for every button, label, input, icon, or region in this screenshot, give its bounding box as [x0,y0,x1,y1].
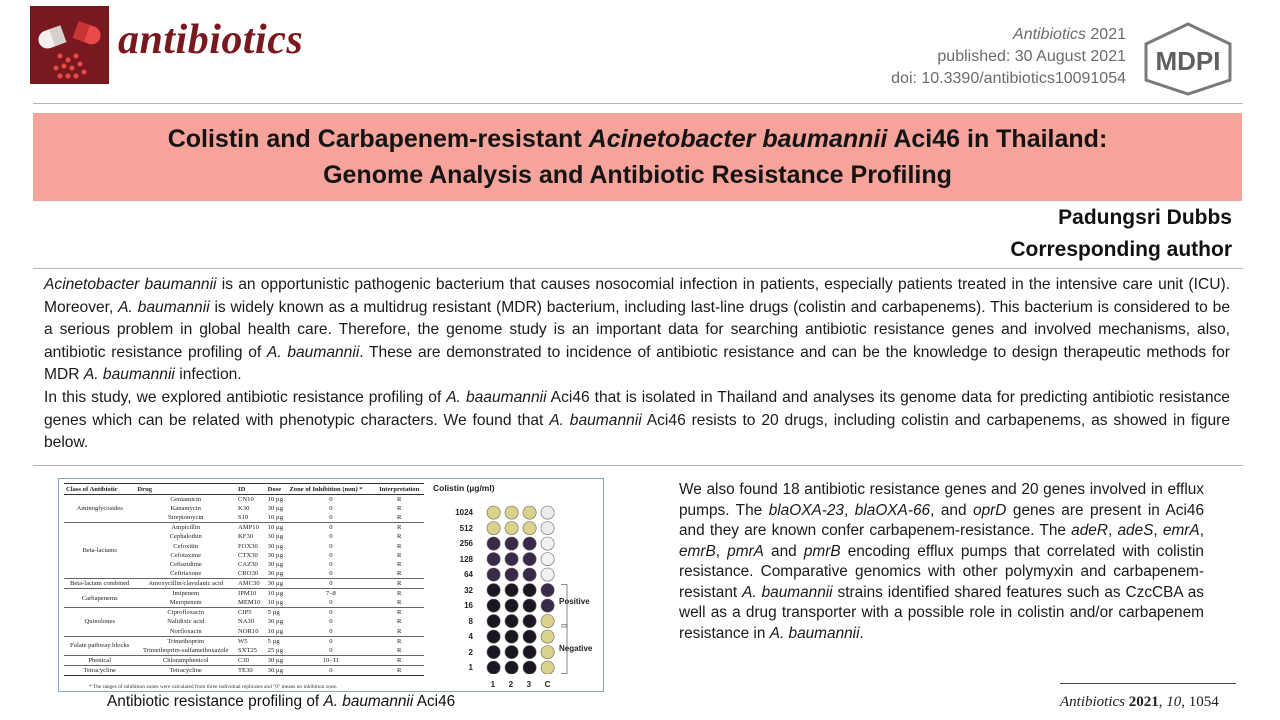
table-header-cell: Interpretation [374,484,424,495]
footer-divider [1060,683,1236,684]
table-cell: R [396,533,402,541]
results-span-text: and [763,542,804,560]
antibiotic-class-cell: Aminoglycosides [76,505,123,513]
table-cell: 0 [329,627,333,635]
author-block [1010,202,1232,266]
abstract-span-text: is an opportunistic pathogenic bacterium that causes nosocomial infection in patients, especially patients treated in the intensive care unit (ICU). Moreover, [44,276,1230,316]
table-row [64,523,424,533]
table-cell: R [396,514,402,522]
table-cell: R [374,579,424,589]
author-role: Corresponding author [1010,238,1232,261]
results-span-text: , [1153,522,1163,539]
table-cell: 0 [287,523,374,533]
table-row [64,636,424,646]
plate-well [541,553,554,566]
table-cell: Amoxycillin/clavulanic acid [135,579,236,589]
plate-well [505,568,518,581]
plate-well [487,506,500,519]
concentration-label: 32 [464,585,473,595]
journal-label: Antibiotics [1013,26,1086,43]
journal-year: 2021 [1090,26,1126,43]
table-cell: 0 [329,533,333,541]
published-date: published: 30 August 2021 [937,48,1126,65]
results-span-text: strains identified shared features such as CzcCBA as well as a drug transporter with a possible role in colistin and/or carbapenem resistance in [679,583,1204,642]
plate-well [523,599,536,612]
author-divider [33,268,1243,269]
plate-well [487,568,500,581]
plate-well [523,506,536,519]
table-row [64,579,424,589]
results-span-italic: adeR [1071,522,1108,539]
table-header-cell: ID [236,484,266,495]
results-span-italic: adeS [1117,522,1154,539]
table-cell: 0 [329,505,333,513]
table-cell: R [396,496,402,503]
colistin-plate [479,499,609,674]
table-cell: CTX30 [238,551,258,559]
results-span-italic: blaOXA-23 [768,501,844,519]
table-cell: R [396,542,402,550]
plate-well [487,553,500,566]
table-cell: K30 [238,505,250,513]
table-cell: 10 µg [266,589,288,599]
plate-well [541,615,554,628]
table-cell: FOX30 [238,542,258,550]
plate-well [523,568,536,581]
figure-panel [58,478,604,692]
table-cell: Cefoxitin [173,542,199,550]
table-cell: 30 µg [266,655,288,665]
concentration-label: 1024 [455,508,473,517]
table-cell: R [396,505,402,513]
plate-well [541,506,554,519]
table-cell: Trimethoprim-sulfamethoxazole [142,646,229,654]
results-span-text: , and [930,501,974,519]
results-span-italic: A. baumannii [742,583,833,601]
results-span-italic: pmrA [727,542,764,560]
table-cell: Ampicillin [135,523,236,533]
abstract-span-italic: A. baumannii [549,411,642,429]
table-cell: Ciprofloxacin [135,608,236,618]
plate-well [541,537,554,550]
concentration-label: 4 [468,632,473,641]
title-line-1: Colistin and Carbapenem-resistant Acinetobacter baumannii Aci46 in Thailand: [167,125,1108,153]
concentration-label: 2 [468,647,473,657]
results-paragraph [679,480,1204,644]
table-cell: 0 [287,665,374,675]
plate-well [505,646,518,659]
table-cell: 30 µg [267,618,283,626]
table-cell: NOR10 [238,627,259,635]
table-cell: S10 [238,514,249,522]
table-cell: SXT25 [238,646,258,654]
abstract-span-text: is widely known as a multidrug resistant (MDR) bacterium, including last-line drugs (colistin and carbapenems). This bacterium is considered to be a serious problem in global health care. Therefore, the genome study is an important data for searching antibiotic resistance genes and involved mechanisms, also, antibiotic resistance profiling of [44,298,1230,361]
journal-name: antibiotics [118,17,304,63]
abstract-span-italic: A. baumannii [83,366,175,384]
table-cell: 0 [329,561,333,569]
results-span-italic: pmrB [803,542,841,560]
plate-well [523,615,536,628]
plate-well [523,522,536,535]
table-cell: 0 [329,496,333,503]
plate-well [523,537,536,550]
table-cell: 30 µg [267,561,283,569]
negative-label: Negative [559,644,593,653]
table-cell: CAZ30 [238,561,258,569]
abstract-span-italic: Acinetobacter baumannii [44,276,217,293]
table-cell: CN10 [238,496,254,503]
table-cell: R [396,599,402,607]
plate-well [487,537,500,550]
results-span-text: We also found 18 antibiotic resistance genes and 20 genes involved in efflux pumps. The [679,481,1204,519]
table-cell: R [374,665,424,675]
plate-well [505,553,518,566]
table-cell: Norfloxacin [169,627,202,635]
table-cell: KF30 [238,533,254,541]
table-cell: R [374,523,424,533]
table-cell: Nalidixic acid [167,618,205,626]
table-cell: 30 µg [266,665,288,675]
table-header-cell: Drug [135,484,236,495]
antibiotic-class-cell: Quinolones [64,608,135,636]
plate-well [505,615,518,628]
plate-well [523,584,536,597]
results-span-italic: emrA [1162,522,1200,539]
abstract-span-text: Aci46 that is isolated in Thailand and analyses its genome data for predicting antibiotic resistance genes which can be related with phenotypic characters. We found that [44,388,1230,429]
plate-well [523,553,536,566]
plate-well [505,661,518,674]
table-header-cell: Dose [266,484,288,495]
table-header-row [64,484,424,495]
concentration-label: 512 [459,523,473,533]
table-cell: R [396,646,402,654]
table-cell: Streptomycin [167,514,204,522]
table-cell: R [374,589,424,599]
results-span-italic: blaOXA-66 [854,501,931,519]
table-cell: IPM10 [236,589,266,599]
table-row [64,495,424,505]
table-header-cell: Zone of Inhibition (mm) * [287,484,374,495]
table-cell: 0 [329,570,333,578]
positive-bracket [561,585,567,628]
plate-well [541,661,554,674]
table-cell: Ceftriaxone [170,570,202,578]
results-span-italic: A. baumannii [769,624,860,642]
table-cell: 0 [287,636,374,646]
table-row [64,589,424,599]
concentration-label: 256 [459,539,473,548]
table-cell: 25 µg [267,646,283,654]
table-cell: R [396,551,402,559]
results-span-text: , [844,501,855,519]
table-cell: 10 µg [266,523,288,533]
table-cell: Chloramphenicol [135,655,236,665]
table-cell: 0 [329,514,333,522]
table-cell: 0 [287,579,374,589]
concentration-label: 64 [464,570,473,579]
table-row [64,655,424,665]
plate-well [505,599,518,612]
table-cell: 10 µg [267,496,283,503]
plate-well [541,522,554,535]
plate-well [505,506,518,519]
journal-logo-icon [30,6,109,84]
table-cell: 5 µg [266,636,288,646]
plate-title: Colistin (µg/ml) [433,483,495,493]
results-span-text: genes are present in Aci46 and they are known confer carbapenem-resistance. The [679,501,1204,539]
table-cell: 10–11 [287,655,374,665]
table-cell: NA30 [238,618,255,626]
table-cell: 5 µg [266,608,288,618]
negative-bracket [561,625,567,674]
table-cell: 10 µg [267,599,283,607]
antibiotic-class-cell: Folate pathway blocks [64,636,135,655]
table-cell: 30 µg [267,551,283,559]
plate-well [487,661,500,674]
table-cell: 0 [329,618,333,626]
table-cell: C30 [236,655,266,665]
table-cell: 0 [329,542,333,550]
concentration-label: 16 [464,601,473,610]
plate-well [487,630,500,643]
table-cell: 0 [287,608,374,618]
table-cell: 30 µg [267,542,283,550]
results-span-text: , [1199,522,1204,539]
antibiotic-class-cell: Carbapenems [64,589,135,608]
plate-well [487,584,500,597]
table-cell: R [374,608,424,618]
abstract-span-italic: A. baaumannii [446,388,547,406]
plate-well [505,522,518,535]
plate-well [487,522,500,535]
plate-well [523,646,536,659]
title-band [33,113,1242,201]
plate-well [523,661,536,674]
table-cell: R [396,570,402,578]
concentration-label: 128 [459,554,473,564]
column-label: 1 [490,679,496,689]
abstract-span-text: In this study, we explored antibiotic resistance profiling of [44,388,447,406]
table-row [64,665,424,675]
table-cell: 30 µg [267,533,283,541]
table-cell: 7–8 [287,589,374,599]
table-cell: CIP5 [236,608,266,618]
antibiotic-class-cell: Phenical [64,655,135,665]
abstract-divider [33,465,1243,466]
publication-info [891,24,1126,90]
plate-well [487,599,500,612]
plate-well [541,568,554,581]
concentration-label: 1 [468,663,473,672]
table-cell: Gentamicin [170,496,202,503]
doi: doi: 10.3390/antibiotics10091054 [891,70,1126,87]
table-header-cell: Class of Antibiotic [64,484,135,495]
results-span-text: , [715,542,728,560]
table-cell: Trimethoprim [135,636,236,646]
table-cell: R [396,627,402,635]
table-cell: AMC30 [236,579,266,589]
column-label: C [544,679,551,689]
abstract-paragraph-2 [44,387,1230,455]
abstract [44,274,1230,455]
antibiotic-class-cell: Beta-lactam combined [64,579,135,589]
results-span-text: encoding efflux pumps that correlated with colistin resistance. Comparative genomics with other polymyxin and carbapenem-resistant [679,542,1204,601]
plate-well [523,630,536,643]
plate-well [541,646,554,659]
table-cell: 30 µg [266,579,288,589]
concentration-label: 8 [468,616,473,626]
citation: Antibiotics 2021, 10, 1054 [1060,694,1219,710]
positive-label: Positive [559,597,590,606]
table-cell: Kanamycin [170,505,201,513]
table-cell: Tetracycline [135,665,236,675]
table-cell: 30 µg [267,570,283,578]
table-cell: AMP10 [236,523,266,533]
plate-well [541,630,554,643]
table-footnote: * The ranges of inhibition zones were calculated from three individual replicates and "0" means no inhibition zone. [89,684,338,690]
mdpi-logo-icon [1140,22,1236,96]
table-cell: 10 µg [267,514,283,522]
results-span-text: , [1107,522,1118,539]
figure-caption: Antibiotic resistance profiling of A. baumannii Aci46 [107,693,456,710]
plate-well [487,615,500,628]
mdpi-logo-text: MDPI [1155,46,1221,76]
table-cell: MEM10 [238,599,261,607]
table-cell: TE30 [236,665,266,675]
table-cell: R [374,636,424,646]
table-cell: 0 [329,599,333,607]
header-divider [33,103,1243,104]
table-row [64,608,424,618]
abstract-span-text: infection. [174,366,242,384]
abstract-span-text: . These are demonstrated to incidence of antibiotic resistance and can be the knowledge to design therapeutic methods for MDR [44,343,1230,384]
table-cell: R [396,618,402,626]
table-cell: 0 [329,551,333,559]
title-line-2: Genome Analysis and Antibiotic Resistance Profiling [323,161,952,189]
plate-well [487,646,500,659]
antibiotic-class-cell: Tetracycline [64,665,135,675]
table-cell: CRO30 [238,570,259,578]
antibiotic-class-cell: Beta-lactams [64,523,135,579]
results-span-italic: oprD [973,501,1007,519]
table-cell: 0 [329,646,333,654]
abstract-span-italic: A. baumannii [118,298,210,316]
column-label: 2 [508,679,514,689]
abstract-span-text: Aci46 resists to 20 drugs, including colistin and carbapenems, as showed in figure below. [44,411,1230,452]
plate-well [541,599,554,612]
table-cell: 10 µg [267,627,283,635]
table-cell: 30 µg [267,505,283,513]
table-cell: W5 [236,636,266,646]
results-span-text: . [859,624,864,642]
plate-well [505,537,518,550]
table-cell: R [396,561,402,569]
table-cell: Cefotaxime [170,551,202,559]
plate-well [505,584,518,597]
plate-well [541,584,554,597]
column-label: 3 [526,679,532,689]
abstract-paragraph-1 [44,274,1230,387]
abstract-span-italic: A. baumannii [266,343,360,361]
table-cell: Meropenem [169,599,202,607]
results-span-italic: emrB [679,542,716,560]
plate-well [505,630,518,643]
table-cell: Ceftazidime [169,561,202,569]
author-name: Padungsri Dubbs [1058,206,1232,229]
table-cell: Cephalothin [169,533,202,541]
antibiotic-table [64,483,424,676]
table-cell: Imipenem [135,589,236,599]
table-cell: R [374,655,424,665]
